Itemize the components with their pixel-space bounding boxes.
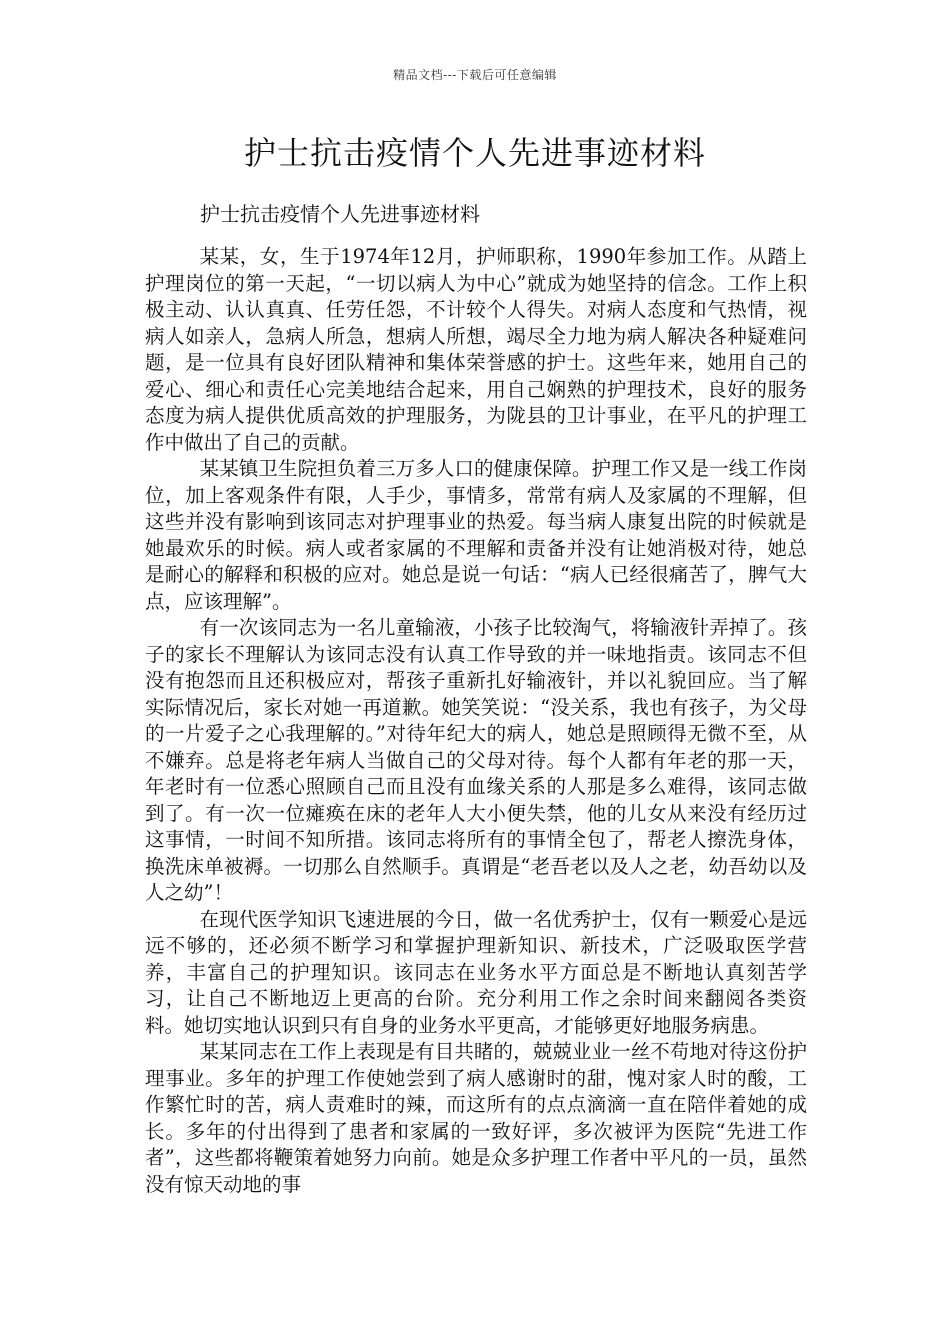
document-subtitle: 护士抗击疫情个人先进事迹材料 bbox=[200, 202, 480, 226]
document-title: 护士抗击疫情个人先进事迹材料 bbox=[243, 134, 706, 172]
paragraph: 有一次该同志为一名儿童输液，小孩子比较淘气，将输液针弄掉了。孩子的家长不理解认为该同志没有认真工作导致的并一味地指责。该同志不但没有抱怨而且还积极应对，帮孩子重新扎好输液针，并以礼貌回应。当了解实际情况后，家长对她一再道歉。她笑笑说：“没关系，我也有孩子，为父母的一片爱子之心我理解的。”对待年纪大的病人，她总是照顾得无微不至，从不嫌弃。总是将老年病人当做自己的父母对待。每个人都有年老的那一天，年老时有一位悉心照顾自己而且没有血缘关系的人那是多么难得，该同志做到了。有一次一位瘫痪在床的老年人大小便失禁，他的儿女从来没有经历过这事情，一时间不知所措。该同志将所有的事情全包了，帮老人擦洗身体，换洗床单被褥。一切那么自然顺手。真谓是“老吾老以及人之老，幼吾幼以及人之幼”！ bbox=[145, 616, 807, 904]
header-note: 精品文档---下载后可任意编辑 bbox=[393, 68, 557, 82]
paragraph: 某某镇卫生院担负着三万多人口的健康保障。护理工作又是一线工作岗位，加上客观条件有限，人手少，事情多，常常有病人及家属的不理解，但这些并没有影响到该同志对护理事业的热爱。每当病人康复出院的时候就是她最欢乐的时候。病人或者家属的不理解和责备并没有让她消极对待，她总是耐心的解释和积极的应对。她总是说一句话：“病人已经很痛苦了，脾气大点，应该理解”。 bbox=[145, 457, 807, 613]
paragraph: 在现代医学知识飞速进展的今日，做一名优秀护士，仅有一颗爱心是远远不够的，还必须不断学习和掌握护理新知识、新技术，广泛吸取医学营养，丰富自己的护理知识。该同志在业务水平方面总是不断地认真刻苦学习，让自己不断地迈上更高的台阶。充分利用工作之余时间来翻阅各类资料。她切实地认识到只有自身的业务水平更高，才能够更好地服务病患。 bbox=[145, 907, 807, 1037]
document-body bbox=[145, 244, 807, 1198]
paragraph: 某某同志在工作上表现是有目共睹的，兢兢业业一丝不苟地对待这份护理事业。多年的护理工作使她尝到了病人感谢时的甜，愧对家人时的酸，工作繁忙时的苦，病人责难时的辣，而这所有的点点滴滴一直在陪伴着她的成长。多年的付出得到了患者和家属的一致好评，多次被评为医院“先进工作者”，这些都将鞭策着她努力向前。她是众多护理工作者中平凡的一员，虽然没有惊天动地的事 bbox=[145, 1040, 807, 1196]
paragraph: 某某，女，生于1974年12月，护师职称，1990年参加工作。从踏上护理岗位的第一天起，“一切以病人为中心”就成为她坚持的信念。工作上积极主动、认认真真、任劳任怨，不计较个人得失。对病人态度和气热情，视病人如亲人，急病人所急，想病人所想，竭尽全力地为病人解决各种疑难问题，是一位具有良好团队精神和集体荣誉感的护士。这些年来，她用自己的爱心、细心和责任心完美地结合起来，用自己娴熟的护理技术，良好的服务态度为病人提供优质高效的护理服务，为陇县的卫计事业，在平凡的护理工作中做出了自己的贡献。 bbox=[145, 245, 807, 454]
